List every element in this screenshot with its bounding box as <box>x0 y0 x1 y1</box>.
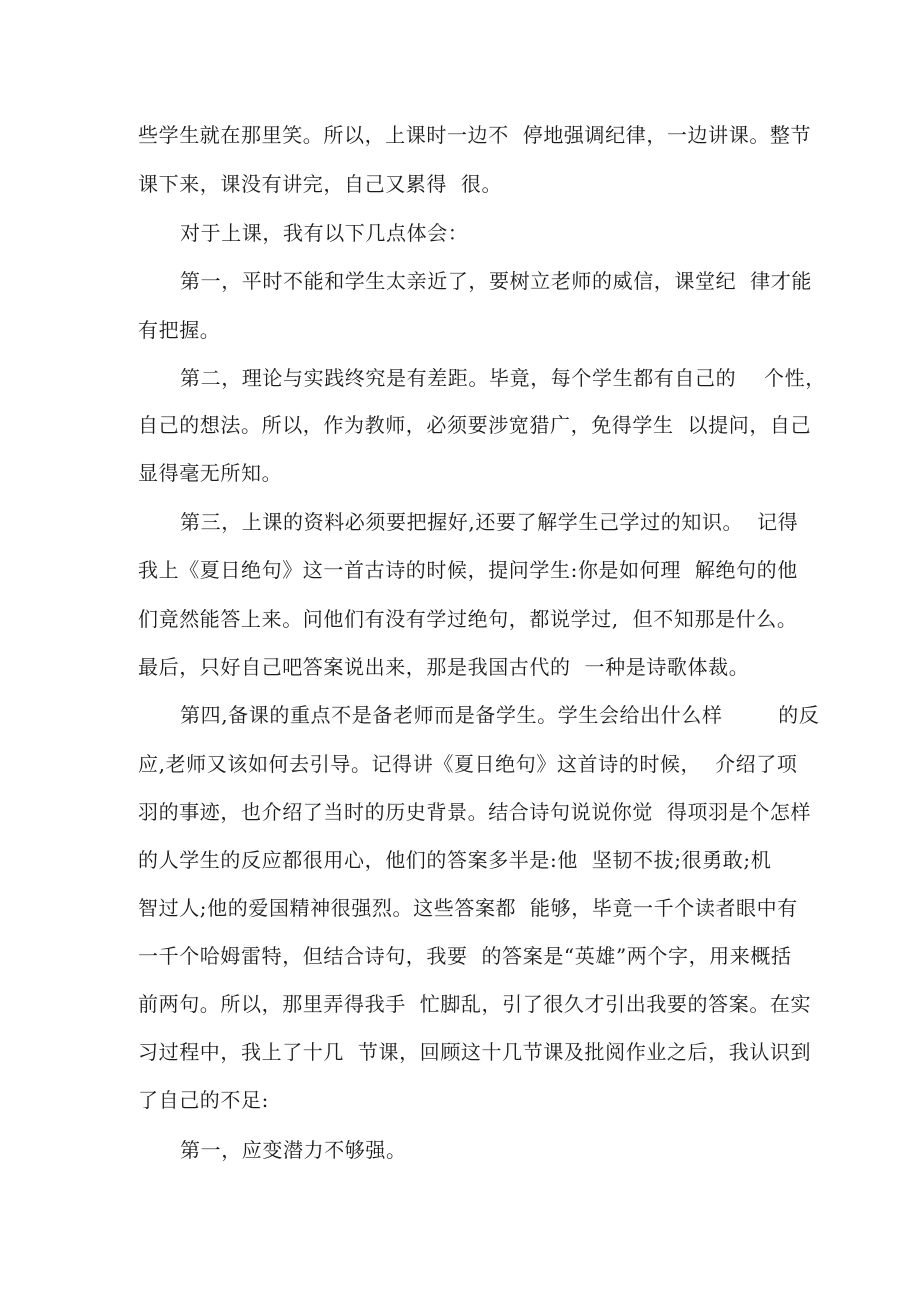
text-line-4: 第一，平时不能和学生太亲近了，要树立老师的威信，课堂纪 律才能 <box>180 269 812 293</box>
text-line-21: 了自己的不足: <box>138 1088 269 1112</box>
text-line-3: 对于上课，我有以下几点体会： <box>180 221 469 245</box>
text-line-16: 的人学生的反应都很用心，他们的答案多半是:他 坚韧不拔;很勇敢;机 <box>138 848 772 872</box>
text-line-14: 应,老师又该如何去引导。记得讲《夏日绝句》这首诗的时候， 介绍了项 <box>138 752 798 776</box>
text-line-9: 第三，上课的资料必须要把握好,还要了解学生己学过的知识。 记得 <box>180 510 799 534</box>
text-line-10: 我上《夏日绝句》这一首古诗的时候，提问学生:你是如何理 解绝句的他 <box>138 558 798 582</box>
text-line-5: 有把握。 <box>138 318 221 342</box>
text-line-8: 显得毫无所知。 <box>138 461 283 485</box>
text-line-2: 课下来，课没有讲完，自己又累得 很。 <box>138 172 503 196</box>
text-line-18: 一千个哈姆雷特，但结合诗句，我要 的答案是“英雄”两个字，用来概括 <box>138 944 792 968</box>
text-line-7: 自己的想法。所以，作为教师，必须要涉宽猎广，免得学生 以提问，自己 <box>138 413 812 437</box>
text-line-13: 第四,备课的重点不是备老师而是备学生。学生会给出什么样 的反 <box>180 703 820 727</box>
text-line-15: 羽的事迹，也介绍了当时的历史背景。结合诗句说说你觉 得项羽是个怎样 <box>138 800 812 824</box>
text-line-11: 们竟然能答上来。问他们有没有学过绝句，都说学过, 但不知那是什么。 <box>138 607 798 631</box>
text-line-6: 第二，理论与实践终究是有差距。毕竟，每个学生都有自己的 个性， <box>180 366 826 390</box>
text-line-1: 些学生就在那里笑。所以，上课时一边不 停地强调纪律，一边讲课。整节 <box>138 123 812 147</box>
text-line-19: 前两句。所以，那里弄得我手 忙脚乱，引了很久才引出我要的答案。在实 <box>138 992 812 1016</box>
text-line-12: 最后，只好自己吧答案说出来，那是我国古代的 一种是诗歌体裁。 <box>138 655 750 679</box>
text-line-20: 习过程中，我上了十几 节课，回顾这十几节课及批阅作业之后，我认识到 <box>138 1040 812 1064</box>
text-line-22: 第一，应变潜力不够强。 <box>180 1138 407 1162</box>
text-line-17: 智过人;他的爱国精神很强烈。这些答案都 能够，毕竟一千个读者眼中有 <box>138 896 798 920</box>
